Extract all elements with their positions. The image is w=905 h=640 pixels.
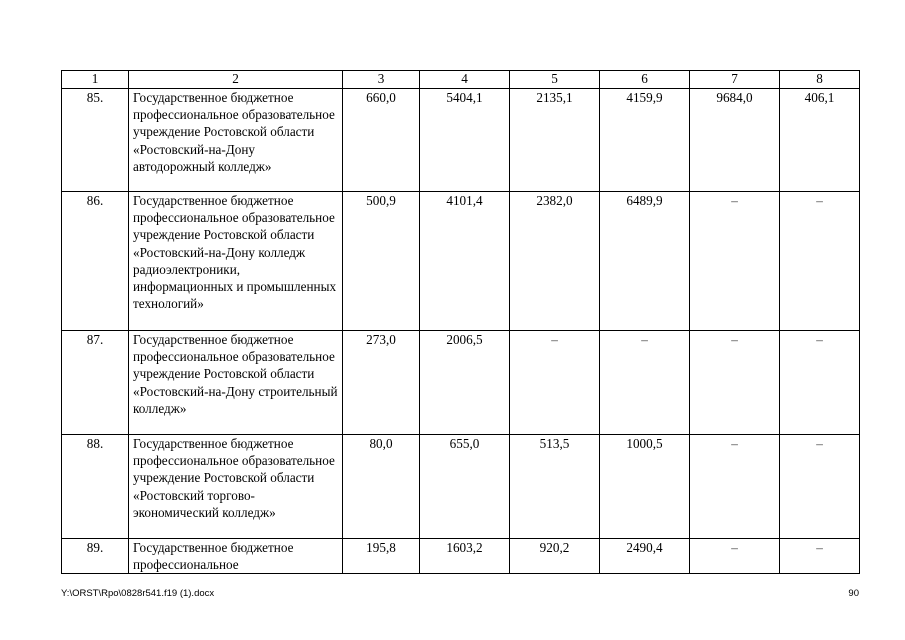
value-cell: 195,8 [343, 539, 420, 574]
value-cell: 660,0 [343, 89, 420, 192]
value-cell: 4101,4 [420, 192, 510, 331]
institution-name [129, 89, 343, 192]
value-cell: – [690, 331, 780, 435]
value-cell: 1000,5 [600, 435, 690, 539]
value-cell: – [690, 539, 780, 574]
col-header-6: 6 [600, 71, 690, 89]
col-header-2: 2 [129, 71, 343, 89]
col-header-4: 4 [420, 71, 510, 89]
col-header-7: 7 [690, 71, 780, 89]
value-cell: 273,0 [343, 331, 420, 435]
col-header-5: 5 [510, 71, 600, 89]
table-row [62, 89, 860, 192]
footer-page-number: 90 [848, 588, 859, 599]
value-cell: 9684,0 [690, 89, 780, 192]
value-cell: 2006,5 [420, 331, 510, 435]
value-cell: 80,0 [343, 435, 420, 539]
institution-name [129, 192, 343, 331]
table-row [62, 539, 860, 574]
value-cell: 5404,1 [420, 89, 510, 192]
col-header-3: 3 [343, 71, 420, 89]
value-cell: 2382,0 [510, 192, 600, 331]
value-cell: 6489,9 [600, 192, 690, 331]
institution-name [129, 539, 343, 574]
institution-name [129, 331, 343, 435]
row-number: 89. [62, 539, 129, 574]
col-header-8: 8 [780, 71, 860, 89]
value-cell: – [600, 331, 690, 435]
row-number: 86. [62, 192, 129, 331]
value-cell: 4159,9 [600, 89, 690, 192]
value-cell: – [690, 192, 780, 331]
row-number: 87. [62, 331, 129, 435]
budget-table [61, 70, 860, 574]
value-cell: 920,2 [510, 539, 600, 574]
value-cell: – [510, 331, 600, 435]
value-cell: – [690, 435, 780, 539]
institution-name [129, 435, 343, 539]
institution-name-text: Государственное бюджетное профессиональное [133, 540, 294, 573]
value-cell: 513,5 [510, 435, 600, 539]
institution-name-text: Государственное бюджетное профессиональное образовательное учреждение Ростовской области «Ростовский торгово-экономический колледж» [133, 436, 335, 520]
col-header-1: 1 [62, 71, 129, 89]
row-number: 85. [62, 89, 129, 192]
institution-name-text: Государственное бюджетное профессиональное образовательное учреждение Ростовской области «Ростовский-на-Дону колледж радиоэлектроники, информационных и промышленных технологий» [133, 193, 337, 312]
value-cell: – [780, 192, 860, 331]
table-row [62, 435, 860, 539]
value-cell: 2135,1 [510, 89, 600, 192]
value-cell: 1603,2 [420, 539, 510, 574]
table-row [62, 331, 860, 435]
header-row [62, 71, 860, 89]
institution-name-text: Государственное бюджетное профессиональное образовательное учреждение Ростовской области «Ростовский-на-Дону автодорожный колледж» [133, 90, 335, 174]
table-row [62, 192, 860, 331]
footer-file-path: Y:\ORST\Rpo\0828r541.f19 (1).docx [61, 588, 215, 599]
value-cell: – [780, 435, 860, 539]
row-number: 88. [62, 435, 129, 539]
value-cell: – [780, 331, 860, 435]
value-cell: 655,0 [420, 435, 510, 539]
value-cell: 2490,4 [600, 539, 690, 574]
value-cell: – [780, 539, 860, 574]
institution-name-text: Государственное бюджетное профессиональное образовательное учреждение Ростовской области «Ростовский-на-Дону строительный колледж» [133, 332, 338, 416]
value-cell: 500,9 [343, 192, 420, 331]
value-cell: 406,1 [780, 89, 860, 192]
